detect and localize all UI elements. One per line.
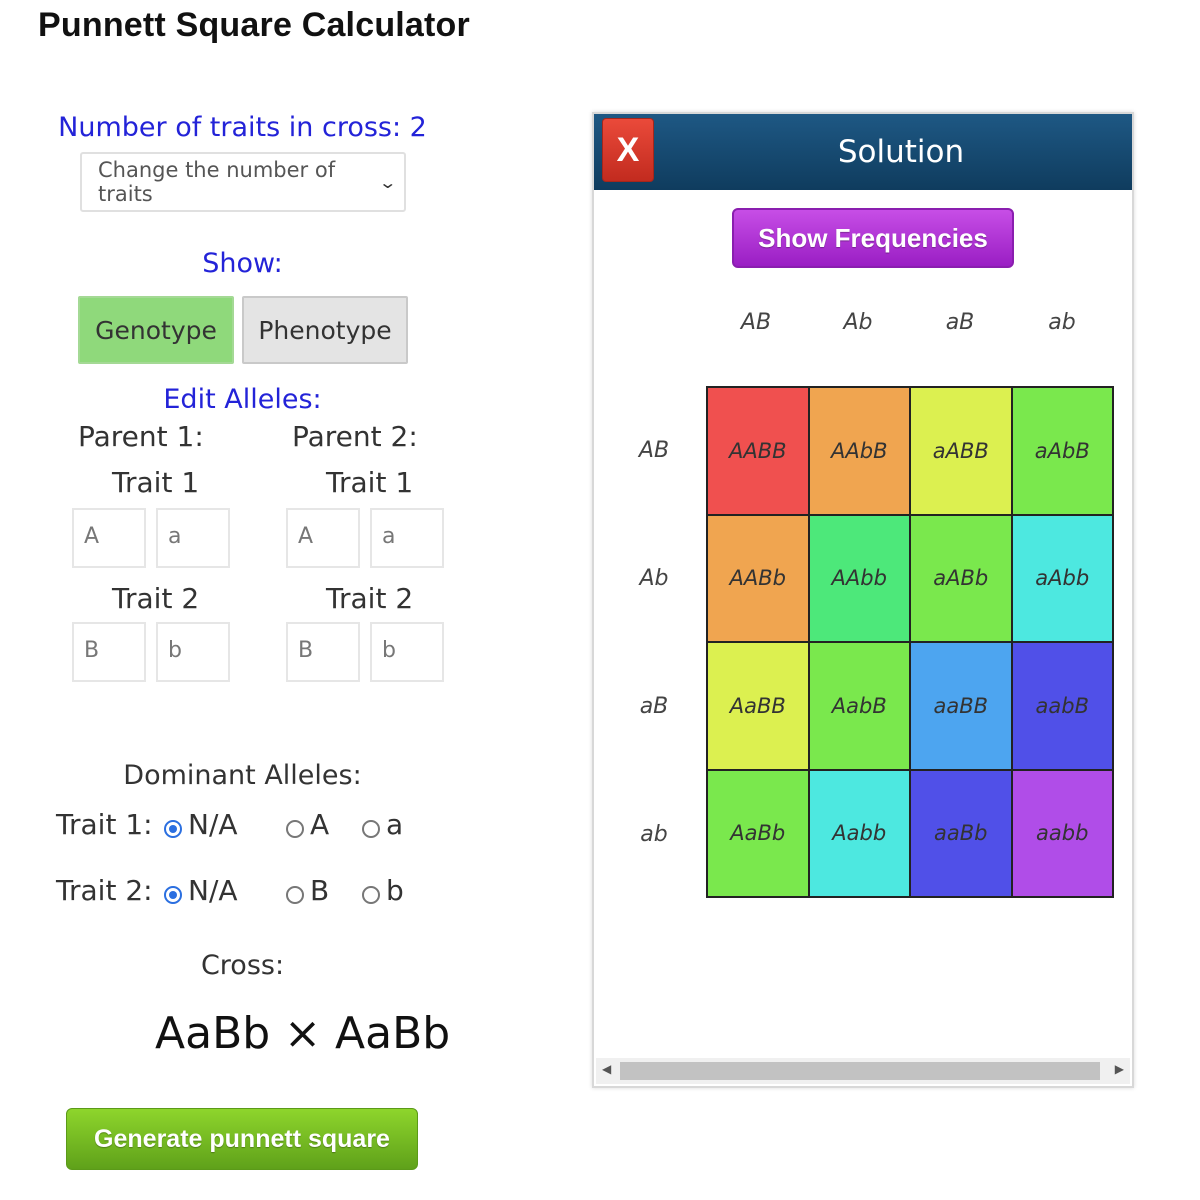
solution-title: Solution bbox=[837, 134, 965, 170]
scrollbar-thumb[interactable] bbox=[620, 1062, 1100, 1080]
show-heading: Show: bbox=[202, 248, 283, 279]
solution-panel bbox=[592, 112, 1134, 1088]
parent2-trait1-allele2-input[interactable]: a bbox=[370, 508, 444, 568]
punnett-cell: aaBB bbox=[911, 643, 1011, 769]
scroll-right-icon[interactable]: ▶ bbox=[1114, 1062, 1124, 1076]
parent1-trait1-label: Trait 1 bbox=[112, 466, 200, 499]
chevron-down-icon: ⌄ bbox=[377, 172, 397, 192]
dom-trait2-B-label: B bbox=[310, 874, 330, 907]
dom-trait2-B-radio[interactable] bbox=[286, 886, 304, 904]
dom-trait1-na-label: N/A bbox=[188, 808, 238, 841]
row-header-gamete: Ab bbox=[639, 566, 669, 591]
traits-select-value: Change the number of traits bbox=[98, 158, 336, 206]
edit-alleles-heading: Edit Alleles: bbox=[163, 384, 322, 415]
dom-trait1-A-label: A bbox=[310, 808, 330, 841]
dom-trait2-na-radio[interactable] bbox=[164, 886, 182, 904]
column-header-gamete: Ab bbox=[843, 310, 873, 335]
generate-punnett-square-button[interactable]: Generate punnett square bbox=[66, 1108, 418, 1170]
horizontal-scrollbar[interactable] bbox=[596, 1058, 1130, 1084]
show-frequencies-button[interactable]: Show Frequencies bbox=[732, 208, 1014, 268]
punnett-cell: aABB bbox=[911, 388, 1011, 514]
punnett-cell: AABB bbox=[708, 388, 808, 514]
dom-trait1-a-label: a bbox=[386, 808, 404, 841]
row-header-gamete: AB bbox=[638, 438, 670, 463]
phenotype-toggle[interactable]: Phenotype bbox=[242, 296, 408, 364]
parent2-trait2-allele1-input[interactable]: B bbox=[286, 622, 360, 682]
page-title: Punnett Square Calculator bbox=[38, 6, 470, 44]
dom-trait2-label: Trait 2: bbox=[56, 874, 153, 907]
punnett-cell: AAbB bbox=[810, 388, 910, 514]
punnett-cell: aAbb bbox=[1013, 516, 1113, 642]
row-header-gamete: aB bbox=[639, 694, 669, 719]
cross-heading: Cross: bbox=[200, 950, 285, 981]
calculator-controls bbox=[40, 100, 460, 1190]
punnett-cell: aaBb bbox=[911, 771, 1011, 897]
column-header-gamete: AB bbox=[740, 310, 772, 335]
punnett-cell: aabB bbox=[1013, 643, 1113, 769]
traits-count-select[interactable] bbox=[80, 152, 406, 212]
dominant-alleles-heading: Dominant Alleles: bbox=[123, 760, 362, 791]
punnett-cell: aabb bbox=[1013, 771, 1113, 897]
punnett-grid bbox=[706, 386, 1114, 898]
parent1-trait2-label: Trait 2 bbox=[112, 582, 200, 615]
scroll-left-icon[interactable]: ◀ bbox=[602, 1062, 612, 1076]
dom-trait2-b-radio[interactable] bbox=[362, 886, 380, 904]
close-button[interactable]: X bbox=[602, 118, 654, 182]
parent2-label: Parent 2: bbox=[292, 420, 418, 453]
punnett-cell: AabB bbox=[810, 643, 910, 769]
genotype-toggle[interactable]: Genotype bbox=[78, 296, 234, 364]
dom-trait2-na-label: N/A bbox=[188, 874, 238, 907]
parent2-trait1-allele1-input[interactable]: A bbox=[286, 508, 360, 568]
dom-trait1-A-radio[interactable] bbox=[286, 820, 304, 838]
dom-trait1-a-radio[interactable] bbox=[362, 820, 380, 838]
punnett-cell: aAbB bbox=[1013, 388, 1113, 514]
punnett-cell: Aabb bbox=[810, 771, 910, 897]
parent2-trait2-allele2-input[interactable]: b bbox=[370, 622, 444, 682]
parent2-trait1-label: Trait 1 bbox=[326, 466, 414, 499]
dom-trait1-label: Trait 1: bbox=[56, 808, 153, 841]
parent1-trait1-allele2-input[interactable]: a bbox=[156, 508, 230, 568]
traits-count-heading: Number of traits in cross: 2 bbox=[58, 112, 427, 143]
dom-trait1-na-radio[interactable] bbox=[164, 820, 182, 838]
parent1-label: Parent 1: bbox=[78, 420, 204, 453]
parent1-trait2-allele1-input[interactable]: B bbox=[72, 622, 146, 682]
punnett-cell: AaBb bbox=[708, 771, 808, 897]
dom-trait2-b-label: b bbox=[386, 874, 404, 907]
parent1-trait2-allele2-input[interactable]: b bbox=[156, 622, 230, 682]
punnett-cell: AABb bbox=[708, 516, 808, 642]
punnett-cell: aABb bbox=[911, 516, 1011, 642]
punnett-cell: AAbb bbox=[810, 516, 910, 642]
parent1-trait1-allele1-input[interactable]: A bbox=[72, 508, 146, 568]
row-header-gamete: ab bbox=[640, 822, 668, 847]
parent2-trait2-label: Trait 2 bbox=[326, 582, 414, 615]
column-header-gamete: ab bbox=[1048, 310, 1076, 335]
cross-value: AaBb × AaBb bbox=[155, 1008, 451, 1059]
punnett-cell: AaBB bbox=[708, 643, 808, 769]
column-header-gamete: aB bbox=[945, 310, 975, 335]
